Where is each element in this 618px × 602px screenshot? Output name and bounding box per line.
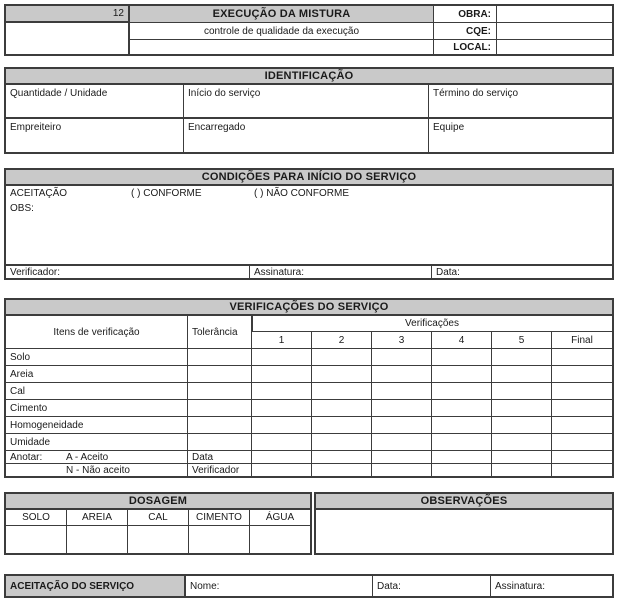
condicoes-title-text: CONDIÇÕES PARA INÍCIO DO SERVIÇO [201,171,417,183]
subcol-3 [372,332,432,349]
row-item-cal-text: Cal [10,385,26,397]
col-itens-text: Itens de verificação [53,326,140,338]
row-homogeneidade-v1[interactable] [252,417,312,434]
dosagem-value-solo[interactable] [6,526,67,553]
observacoes-input[interactable] [316,510,612,553]
anotar-verif-v1[interactable] [252,464,312,477]
row-solo-v4[interactable] [432,349,492,366]
field-label-cqe [434,23,497,40]
field-label-local [434,40,497,54]
col-itens-header [6,316,188,349]
row-umidade-final[interactable] [552,434,612,451]
condicoes-block [4,168,614,280]
aceitacao-servico-title [6,576,186,596]
condicoes-title [6,170,612,186]
obs-label-text: OBS: [10,203,34,214]
subtitle: controle de qualidade da execução [203,25,360,37]
row-cimento-tolerancia[interactable] [188,400,252,417]
local-label: LOCAL: [453,41,491,53]
identificacao-equipe[interactable] [429,119,612,152]
row-item-umidade-text: Umidade [10,436,51,448]
header-blank-left [6,23,130,54]
row-item-areia-text: Areia [10,368,34,380]
row-cimento-v5[interactable] [492,400,552,417]
legend-reject-text: N - Não aceito [66,465,130,476]
subcol-3-text: 3 [398,334,405,346]
dosagem-value-agua[interactable] [250,526,310,553]
row-areia-v5[interactable] [492,366,552,383]
dosagem-title-text: DOSAGEM [128,495,188,507]
row-areia-v3[interactable] [372,366,432,383]
legend-accept-cell [66,451,188,464]
subcol-final [552,332,612,349]
row-cimento-final[interactable] [552,400,612,417]
row-areia-v4[interactable] [432,366,492,383]
row-cal-final[interactable] [552,383,612,400]
anotar-data-v2[interactable] [312,451,372,464]
observacoes-title-text: OBSERVAÇÕES [420,495,508,507]
anotar-data-v5[interactable] [492,451,552,464]
anotar-data-v3[interactable] [372,451,432,464]
identificacao-termino[interactable] [429,85,612,119]
row-item-cimento [6,400,188,417]
main-title: EXECUÇÃO DA MISTURA [212,8,351,20]
row-cal-tolerancia[interactable] [188,383,252,400]
subcol-group-left-edge [252,316,253,332]
identificacao-block [4,67,614,154]
row-solo-v3[interactable] [372,349,432,366]
row-umidade-v3[interactable] [372,434,432,451]
row-solo-v2[interactable] [312,349,372,366]
row-cal-v5[interactable] [492,383,552,400]
dosagem-col-agua [250,510,310,526]
identificacao-title [6,69,612,85]
row-umidade-v5[interactable] [492,434,552,451]
subcol-1-text: 1 [278,334,285,346]
row-areia-final[interactable] [552,366,612,383]
anotar-verif-v5[interactable] [492,464,552,477]
row-cal-v4[interactable] [432,383,492,400]
row-solo-v1[interactable] [252,349,312,366]
subcol-5 [492,332,552,349]
condicoes-data-label: Data: [436,266,460,278]
dosagem-title [6,494,310,510]
dosagem-col-cimento-text: CIMENTO [196,512,242,523]
anotar-data-final[interactable] [552,451,612,464]
row-item-cimento-text: Cimento [10,402,48,414]
observacoes-title [316,494,612,510]
dosagem-col-areia-text: AREIA [81,512,112,523]
field-value-local[interactable] [497,40,612,54]
anotar-data-v4[interactable] [432,451,492,464]
cqe-label: CQE: [466,25,491,37]
row-item-solo [6,349,188,366]
condicoes-verificador[interactable] [6,266,250,278]
header-block [4,4,614,56]
anotar-verif-v2[interactable] [312,464,372,477]
dosagem-col-cal [128,510,189,526]
row-homogeneidade-tolerancia[interactable] [188,417,252,434]
activity-number: 12 [112,8,124,19]
subcol-4-text: 4 [458,334,465,346]
aceitacao-data-label: Data: [377,580,401,592]
aceitacao-nome-label: Nome: [190,580,220,592]
row-item-umidade [6,434,188,451]
aceitacao-label-text: ACEITAÇÃO [10,188,68,199]
verificacoes-title-text: VERIFICAÇÕES DO SERVIÇO [229,301,389,313]
dosagem-col-solo-text: SOLO [22,512,50,523]
legend-reject-cell [66,464,188,477]
row-umidade-v1[interactable] [252,434,312,451]
row-solo-tolerancia[interactable] [188,349,252,366]
field-label-obra [434,6,497,23]
field-value-obra[interactable] [497,6,612,23]
row-cimento-v1[interactable] [252,400,312,417]
footer-data-cell [188,451,252,464]
verificacoes-title [6,300,612,316]
anotar-data-v1[interactable] [252,451,312,464]
option-nao-conforme-text: ( ) NÃO CONFORME [254,188,349,199]
header-blank-mid [130,40,434,54]
row-solo-final[interactable] [552,349,612,366]
obs-input-area[interactable] [6,216,612,266]
condicoes-data[interactable] [432,266,612,278]
identificacao-inicio-label: Início do serviço [188,88,261,99]
row-umidade-tolerancia[interactable] [188,434,252,451]
anotar-verif-v4[interactable] [432,464,492,477]
main-title-cell [130,6,434,23]
row-homogeneidade-v3[interactable] [372,417,432,434]
condicoes-assinatura-label: Assinatura: [254,266,305,278]
subcol-2-text: 2 [338,334,345,346]
anotar-label-text: Anotar: [10,451,43,463]
row-cal-v3[interactable] [372,383,432,400]
subcol-1 [252,332,312,349]
aceitacao-assinatura-field[interactable] [491,576,612,596]
row-cimento-v2[interactable] [312,400,372,417]
row-areia-v1[interactable] [252,366,312,383]
identificacao-quantidade[interactable] [6,85,184,119]
dosagem-block [4,492,312,555]
col-tolerancia-text: Tolerância [192,326,238,338]
row-cimento-v4[interactable] [432,400,492,417]
row-homogeneidade-final[interactable] [552,417,612,434]
row-umidade-v2[interactable] [312,434,372,451]
dosagem-col-cal-text: CAL [148,512,168,523]
option-nao-conforme[interactable] [254,186,434,201]
identificacao-quantidade-label: Quantidade / Unidade [10,88,108,99]
identificacao-encarregado[interactable] [184,119,429,152]
subcol-5-text: 5 [518,334,525,346]
subcol-final-text: Final [571,334,593,346]
col-group-header [252,316,612,332]
obs-label [6,201,126,216]
row-item-cal [6,383,188,400]
dosagem-col-solo [6,510,67,526]
row-cal-v1[interactable] [252,383,312,400]
col-tolerancia-header [188,316,252,349]
row-areia-v2[interactable] [312,366,372,383]
subcol-4 [432,332,492,349]
aceitacao-servico-title-text: ACEITAÇÃO DO SERVIÇO [10,580,135,592]
identificacao-title-text: IDENTIFICAÇÃO [264,70,354,82]
dosagem-value-areia[interactable] [67,526,128,553]
aceitacao-label [6,186,131,201]
row-homogeneidade-v5[interactable] [492,417,552,434]
dosagem-col-cimento [189,510,250,526]
row-item-areia [6,366,188,383]
field-value-cqe[interactable] [497,23,612,40]
identificacao-encarregado-label: Encarregado [188,122,246,133]
aceitacao-data-field[interactable] [373,576,491,596]
obra-label: OBRA: [458,8,491,20]
anotar-verif-final[interactable] [552,464,612,477]
aceitacao-nome-field[interactable] [186,576,373,596]
row-homogeneidade-v4[interactable] [432,417,492,434]
option-conforme-text: ( ) CONFORME [131,188,202,199]
footer-data-text: Data [192,451,214,463]
row-solo-v5[interactable] [492,349,552,366]
anotar-verif-v3[interactable] [372,464,432,477]
condicoes-verificador-label: Verificador: [10,266,61,278]
legend-accept-text: A - Aceito [66,452,109,463]
row-cal-v2[interactable] [312,383,372,400]
row-item-homogeneidade [6,417,188,434]
row-item-homogeneidade-text: Homogeneidade [10,419,84,431]
footer-verificador-text: Verificador [192,465,240,476]
observacoes-block [314,492,614,555]
subcol-2 [312,332,372,349]
aceitacao-assinatura-label: Assinatura: [495,580,546,592]
dosagem-col-areia [67,510,128,526]
verificacoes-block [4,298,614,478]
col-group-text: Verificações [405,318,459,329]
option-conforme[interactable] [131,186,251,201]
aceitacao-servico-block [4,574,614,598]
identificacao-inicio[interactable] [184,85,429,119]
row-umidade-v4[interactable] [432,434,492,451]
identificacao-termino-label: Término do serviço [433,88,519,99]
row-cimento-v3[interactable] [372,400,432,417]
header-left-divider [6,6,130,23]
row-item-solo-text: Solo [10,351,31,363]
identificacao-equipe-label: Equipe [433,122,465,133]
footer-verificador-cell [188,464,252,477]
row-areia-tolerancia[interactable] [188,366,252,383]
dosagem-value-cal[interactable] [128,526,189,553]
dosagem-value-cimento[interactable] [189,526,250,553]
dosagem-col-agua-text: ÁGUA [265,512,295,523]
subtitle-cell [130,23,434,40]
row-homogeneidade-v2[interactable] [312,417,372,434]
identificacao-empreiteiro-label: Empreiteiro [10,122,62,133]
identificacao-empreiteiro[interactable] [6,119,184,152]
condicoes-assinatura[interactable] [250,266,432,278]
